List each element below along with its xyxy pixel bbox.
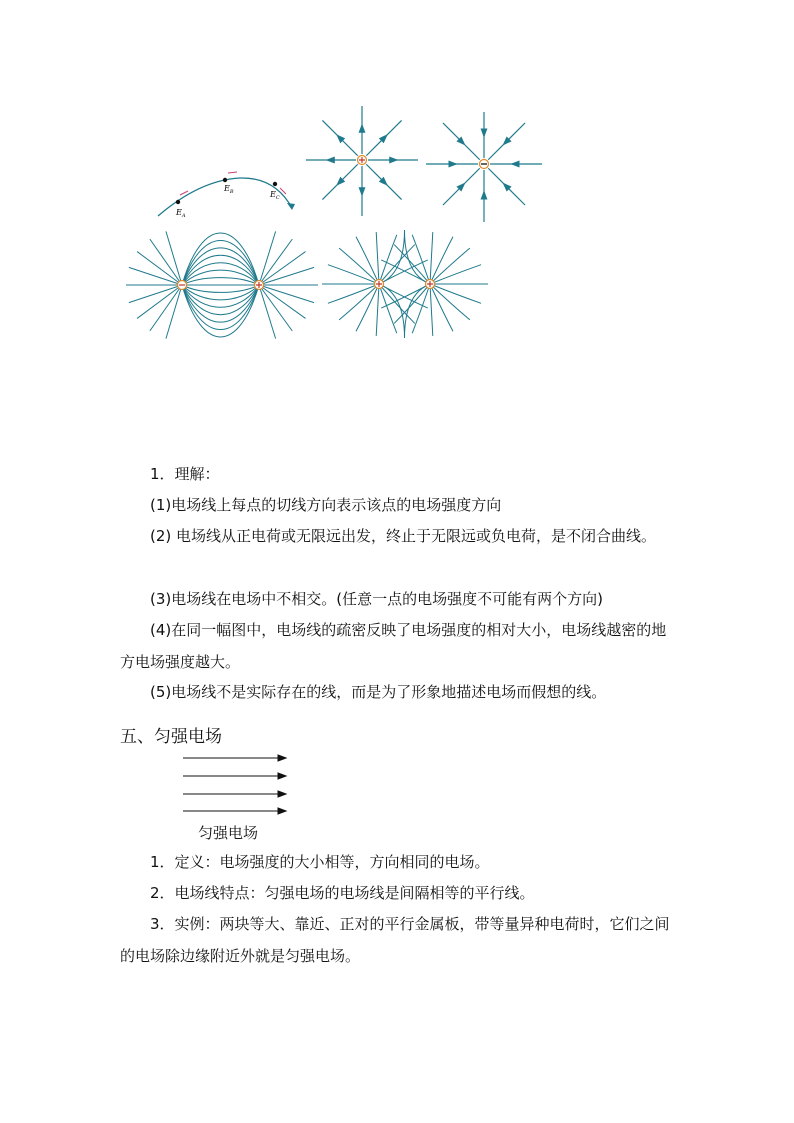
- uniform-field-caption: 匀强电场: [198, 824, 259, 842]
- dipole-outer-line: [259, 239, 292, 285]
- field-arrow: [481, 129, 486, 136]
- dipole-field-line: [182, 278, 259, 285]
- dipole-outer-line: [150, 285, 182, 331]
- uniform-arrow-4: [278, 808, 286, 814]
- like-field-line: [430, 248, 470, 284]
- dipole-outer-line: [166, 285, 182, 339]
- like-field-line: [339, 284, 379, 320]
- like-mid-line: [405, 230, 431, 284]
- like-field-line: [394, 245, 430, 284]
- like-field-line: [430, 284, 470, 320]
- uniform-arrow-3: [278, 791, 286, 797]
- positive-charge-figure: [304, 106, 420, 218]
- field-arrow: [359, 188, 364, 195]
- dipole-outer-line: [259, 231, 276, 285]
- like-mid-line: [405, 284, 431, 338]
- dipole-field-lines: [126, 231, 318, 338]
- dipole-field-line: [182, 263, 259, 285]
- uniform-field-lines: [183, 755, 286, 814]
- dipole-field-line: [182, 248, 259, 285]
- like-field-line: [376, 232, 379, 284]
- field-arrow: [449, 161, 456, 166]
- dipole-figure: [124, 228, 320, 342]
- like-charges-field-lines: [322, 230, 488, 338]
- dipole-field-line: [182, 285, 259, 322]
- label-eb: $E_B$: [224, 184, 234, 195]
- point-1: (1)电场线上每点的切线方向表示该点的电场强度方向: [150, 496, 502, 514]
- point-c-dot: [273, 182, 277, 186]
- point-5: (5)电场线不是实际存在的线，而是为了形象地描述电场而假想的线。: [150, 683, 607, 701]
- like-field-line: [356, 284, 379, 331]
- like-field-line: [356, 237, 379, 284]
- dipole-outer-line: [137, 252, 182, 285]
- dipole-outer-line: [259, 285, 306, 318]
- curved-field-line-figure: [150, 160, 300, 220]
- negative-charge-figure: [426, 112, 544, 224]
- label-ea: $E_A$: [176, 208, 186, 219]
- dipole-outer-line: [166, 231, 182, 285]
- dipole-field-line: [182, 285, 259, 307]
- definition: 1．定义：电场强度的大小相等，方向相同的电场。: [150, 853, 490, 871]
- understanding-heading: 1．理解：: [150, 465, 220, 483]
- dipole-outer-line: [150, 239, 182, 285]
- like-field-line: [430, 237, 453, 284]
- like-charges-figure: [320, 228, 490, 342]
- like-field-line: [430, 284, 433, 336]
- dipole-outer-line: [137, 285, 182, 318]
- like-field-line: [430, 284, 453, 331]
- dipole-field-line: [182, 285, 259, 292]
- field-arrow: [481, 192, 486, 199]
- uniform-arrow-1: [278, 755, 286, 761]
- label-ec: $E_C$: [270, 190, 280, 201]
- point-2: (2) 电场线从正电荷或无限远出发，终止于无限远或负电荷，是不闭合曲线。: [150, 527, 657, 545]
- dipole-outer-line: [129, 285, 182, 303]
- field-arrow: [390, 157, 397, 162]
- dipole-outer-line: [259, 285, 276, 339]
- like-field-line: [339, 248, 379, 284]
- like-field-line: [430, 232, 433, 284]
- field-line-feature: 2．电场线特点：匀强电场的电场线是间隔相等的平行线。: [150, 884, 535, 902]
- dipole-outer-line: [259, 252, 306, 285]
- like-field-line: [379, 245, 415, 284]
- tangent-mark-b: [228, 172, 237, 173]
- tangent-mark-a: [180, 191, 188, 195]
- uniform-arrow-2: [278, 773, 286, 779]
- point-3: (3)电场线在电场中不相交。(任意一点的电场强度不可能有两个方向): [150, 590, 603, 608]
- point-4: (4)在同一幅图中，电场线的疏密反映了电场强度的相对大小，电场线越密的地方电场强度越大。: [120, 621, 667, 671]
- point-a-dot: [176, 200, 180, 204]
- like-field-line: [376, 284, 379, 336]
- field-arrow: [359, 125, 364, 132]
- like-field-line: [394, 284, 430, 323]
- field-arrow: [327, 157, 334, 162]
- like-mid-line: [379, 284, 405, 338]
- example: 3．实例：两块等大、靠近、正对的平行金属板，带等量异种电荷时，它们之间的电场除边缘附近外就是匀强电场。: [120, 915, 670, 965]
- field-arrow: [512, 161, 519, 166]
- like-mid-line: [379, 230, 405, 284]
- uniform-field-figure: [180, 750, 290, 818]
- dipole-outer-line: [259, 285, 292, 331]
- dipole-outer-line: [259, 285, 314, 303]
- curve-arrow-head: [287, 203, 295, 210]
- section-heading-uniform-field: 五、匀强电场: [120, 727, 222, 747]
- point-b-dot: [223, 178, 227, 182]
- like-field-line: [379, 284, 415, 323]
- dipole-outer-line: [259, 267, 314, 285]
- dipole-outer-line: [129, 267, 182, 285]
